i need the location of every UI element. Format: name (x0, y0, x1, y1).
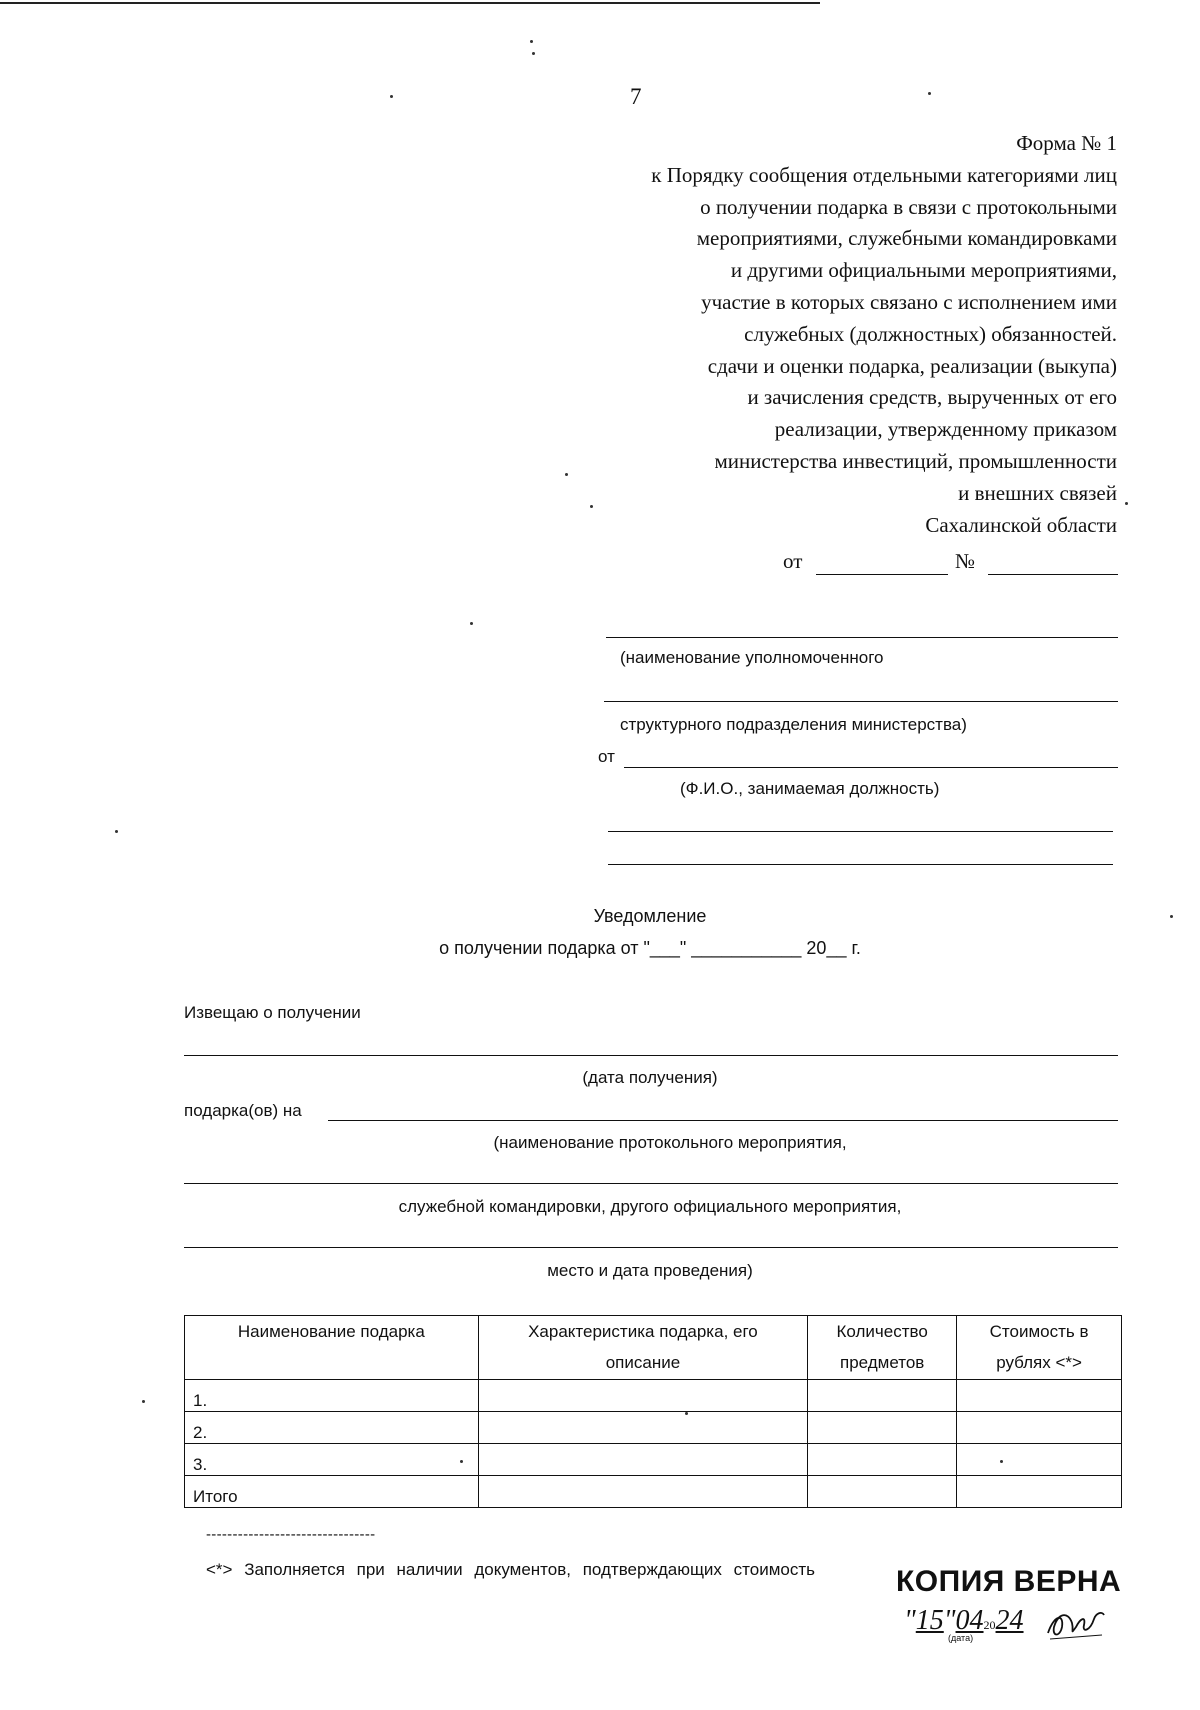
order-date-label: от (783, 549, 803, 573)
gifts-table (184, 1315, 1122, 1508)
header-line: Сахалинской области (925, 512, 1117, 537)
receipt-date-field[interactable] (184, 1055, 1118, 1056)
scan-speck (460, 1460, 463, 1463)
table-cell[interactable] (478, 1412, 808, 1444)
sender-field-2[interactable] (608, 831, 1113, 832)
footnote-separator: -------------------------------- (206, 1526, 376, 1543)
row-label: 2. (185, 1412, 479, 1444)
row-label: 3. (185, 1444, 479, 1476)
table-cell[interactable] (957, 1476, 1122, 1508)
recipient-hint-1: (наименование уполномоченного (620, 648, 884, 667)
table-row (185, 1444, 1122, 1476)
column-header-quantity: Количество предметов (808, 1316, 957, 1380)
header-line: о получении подарка в связи с протокольными (700, 194, 1117, 219)
form-number: Форма № 1 (1016, 131, 1117, 155)
stamp-year: 24 (995, 1605, 1024, 1636)
sender-field[interactable] (624, 767, 1118, 768)
stamp-title: КОПИЯ ВЕРНА (896, 1565, 1122, 1598)
scan-speck (565, 473, 568, 476)
table-cell[interactable] (808, 1380, 957, 1412)
event-hint-1: (наименование протокольного мероприятия, (493, 1133, 847, 1152)
footnote-text: <*> Заполняется при наличии документов, подтверждающих стоимость (206, 1560, 815, 1579)
recipient-field-1[interactable] (606, 637, 1118, 638)
order-number-field[interactable] (988, 574, 1118, 575)
sender-field-3[interactable] (608, 864, 1113, 865)
header-line: к Порядку сообщения отдельными категориями лиц (651, 162, 1117, 187)
header-line: участие в которых связано с исполнением ими (701, 289, 1117, 314)
table-cell[interactable] (808, 1444, 957, 1476)
scan-edge-line (0, 2, 820, 4)
signature-icon (1046, 1605, 1106, 1645)
column-header-description: Характеристика подарка, его описание (478, 1316, 808, 1380)
stamp-day: 15 (915, 1605, 944, 1636)
header-line: министерства инвестиций, промышленности (714, 448, 1117, 473)
header-line: и другими официальными мероприятиями, (730, 258, 1117, 283)
table-cell[interactable] (957, 1412, 1122, 1444)
stamp-date: "15"042024 (904, 1605, 1024, 1636)
order-number-label: № (955, 549, 976, 573)
column-header-cost: Стоимость в рублях <*> (957, 1316, 1122, 1380)
event-field-2[interactable] (184, 1183, 1118, 1184)
stamp-date-caption: (дата) (948, 1633, 974, 1643)
table-row-total (185, 1476, 1122, 1508)
gifts-on-label: подарка(ов) на (184, 1101, 302, 1120)
table-row (185, 1380, 1122, 1412)
header-line: и зачисления средств, вырученных от его (747, 385, 1117, 410)
table-cell[interactable] (808, 1476, 957, 1508)
certified-copy-stamp (896, 1565, 1122, 1675)
order-date-field[interactable] (816, 574, 948, 575)
table-header-row (185, 1316, 1122, 1380)
receipt-date-hint: (дата получения) (582, 1068, 718, 1087)
table-cell[interactable] (478, 1476, 808, 1508)
sender-label: от (598, 747, 615, 766)
table-cell[interactable] (957, 1380, 1122, 1412)
scan-speck (685, 1412, 688, 1415)
form-header (517, 128, 1117, 541)
table-cell[interactable] (808, 1412, 957, 1444)
notice-title: Уведомление (593, 906, 707, 926)
notice-subtitle: о получении подарка от "___" ___________ 20__ г. (439, 938, 861, 958)
stamp-year-prefix: 20 (983, 1618, 996, 1632)
header-line: реализации, утвержденному приказом (774, 417, 1117, 442)
table-row (185, 1412, 1122, 1444)
table-cell[interactable] (957, 1444, 1122, 1476)
sender-hint: (Ф.И.О., занимаемая должность) (680, 779, 940, 798)
header-line: служебных (должностных) обязанностей. (744, 321, 1117, 346)
scan-speck (590, 505, 593, 508)
row-label: 1. (185, 1380, 479, 1412)
recipient-field-2[interactable] (604, 701, 1118, 702)
table-cell[interactable] (478, 1444, 808, 1476)
scan-speck (1170, 915, 1173, 918)
scan-speck (390, 95, 393, 98)
scan-speck (1125, 502, 1128, 505)
event-field-1[interactable] (328, 1120, 1118, 1121)
header-line: мероприятиями, служебными командировками (696, 226, 1117, 251)
scan-speck (115, 830, 118, 833)
stamp-month: 04 (955, 1605, 984, 1636)
intro-text: Извещаю о получении (184, 1003, 361, 1022)
scan-speck (470, 622, 473, 625)
scan-speck (142, 1400, 145, 1403)
scan-speck (532, 52, 535, 55)
event-hint-3: место и дата проведения) (547, 1261, 753, 1280)
row-label-total: Итого (185, 1476, 479, 1508)
scan-speck (1000, 1460, 1003, 1463)
header-line: и внешних связей (958, 480, 1117, 505)
event-hint-2: служебной командировки, другого официального мероприятия, (398, 1197, 902, 1216)
recipient-hint-2: структурного подразделения министерства) (620, 715, 967, 734)
page-number: 7 (630, 84, 642, 109)
scan-speck (530, 40, 533, 43)
scan-speck (928, 92, 931, 95)
column-header-name: Наименование подарка (185, 1316, 479, 1380)
event-field-3[interactable] (184, 1247, 1118, 1248)
header-line: сдачи и оценки подарка, реализации (выкупа) (707, 353, 1117, 378)
table-cell[interactable] (478, 1380, 808, 1412)
